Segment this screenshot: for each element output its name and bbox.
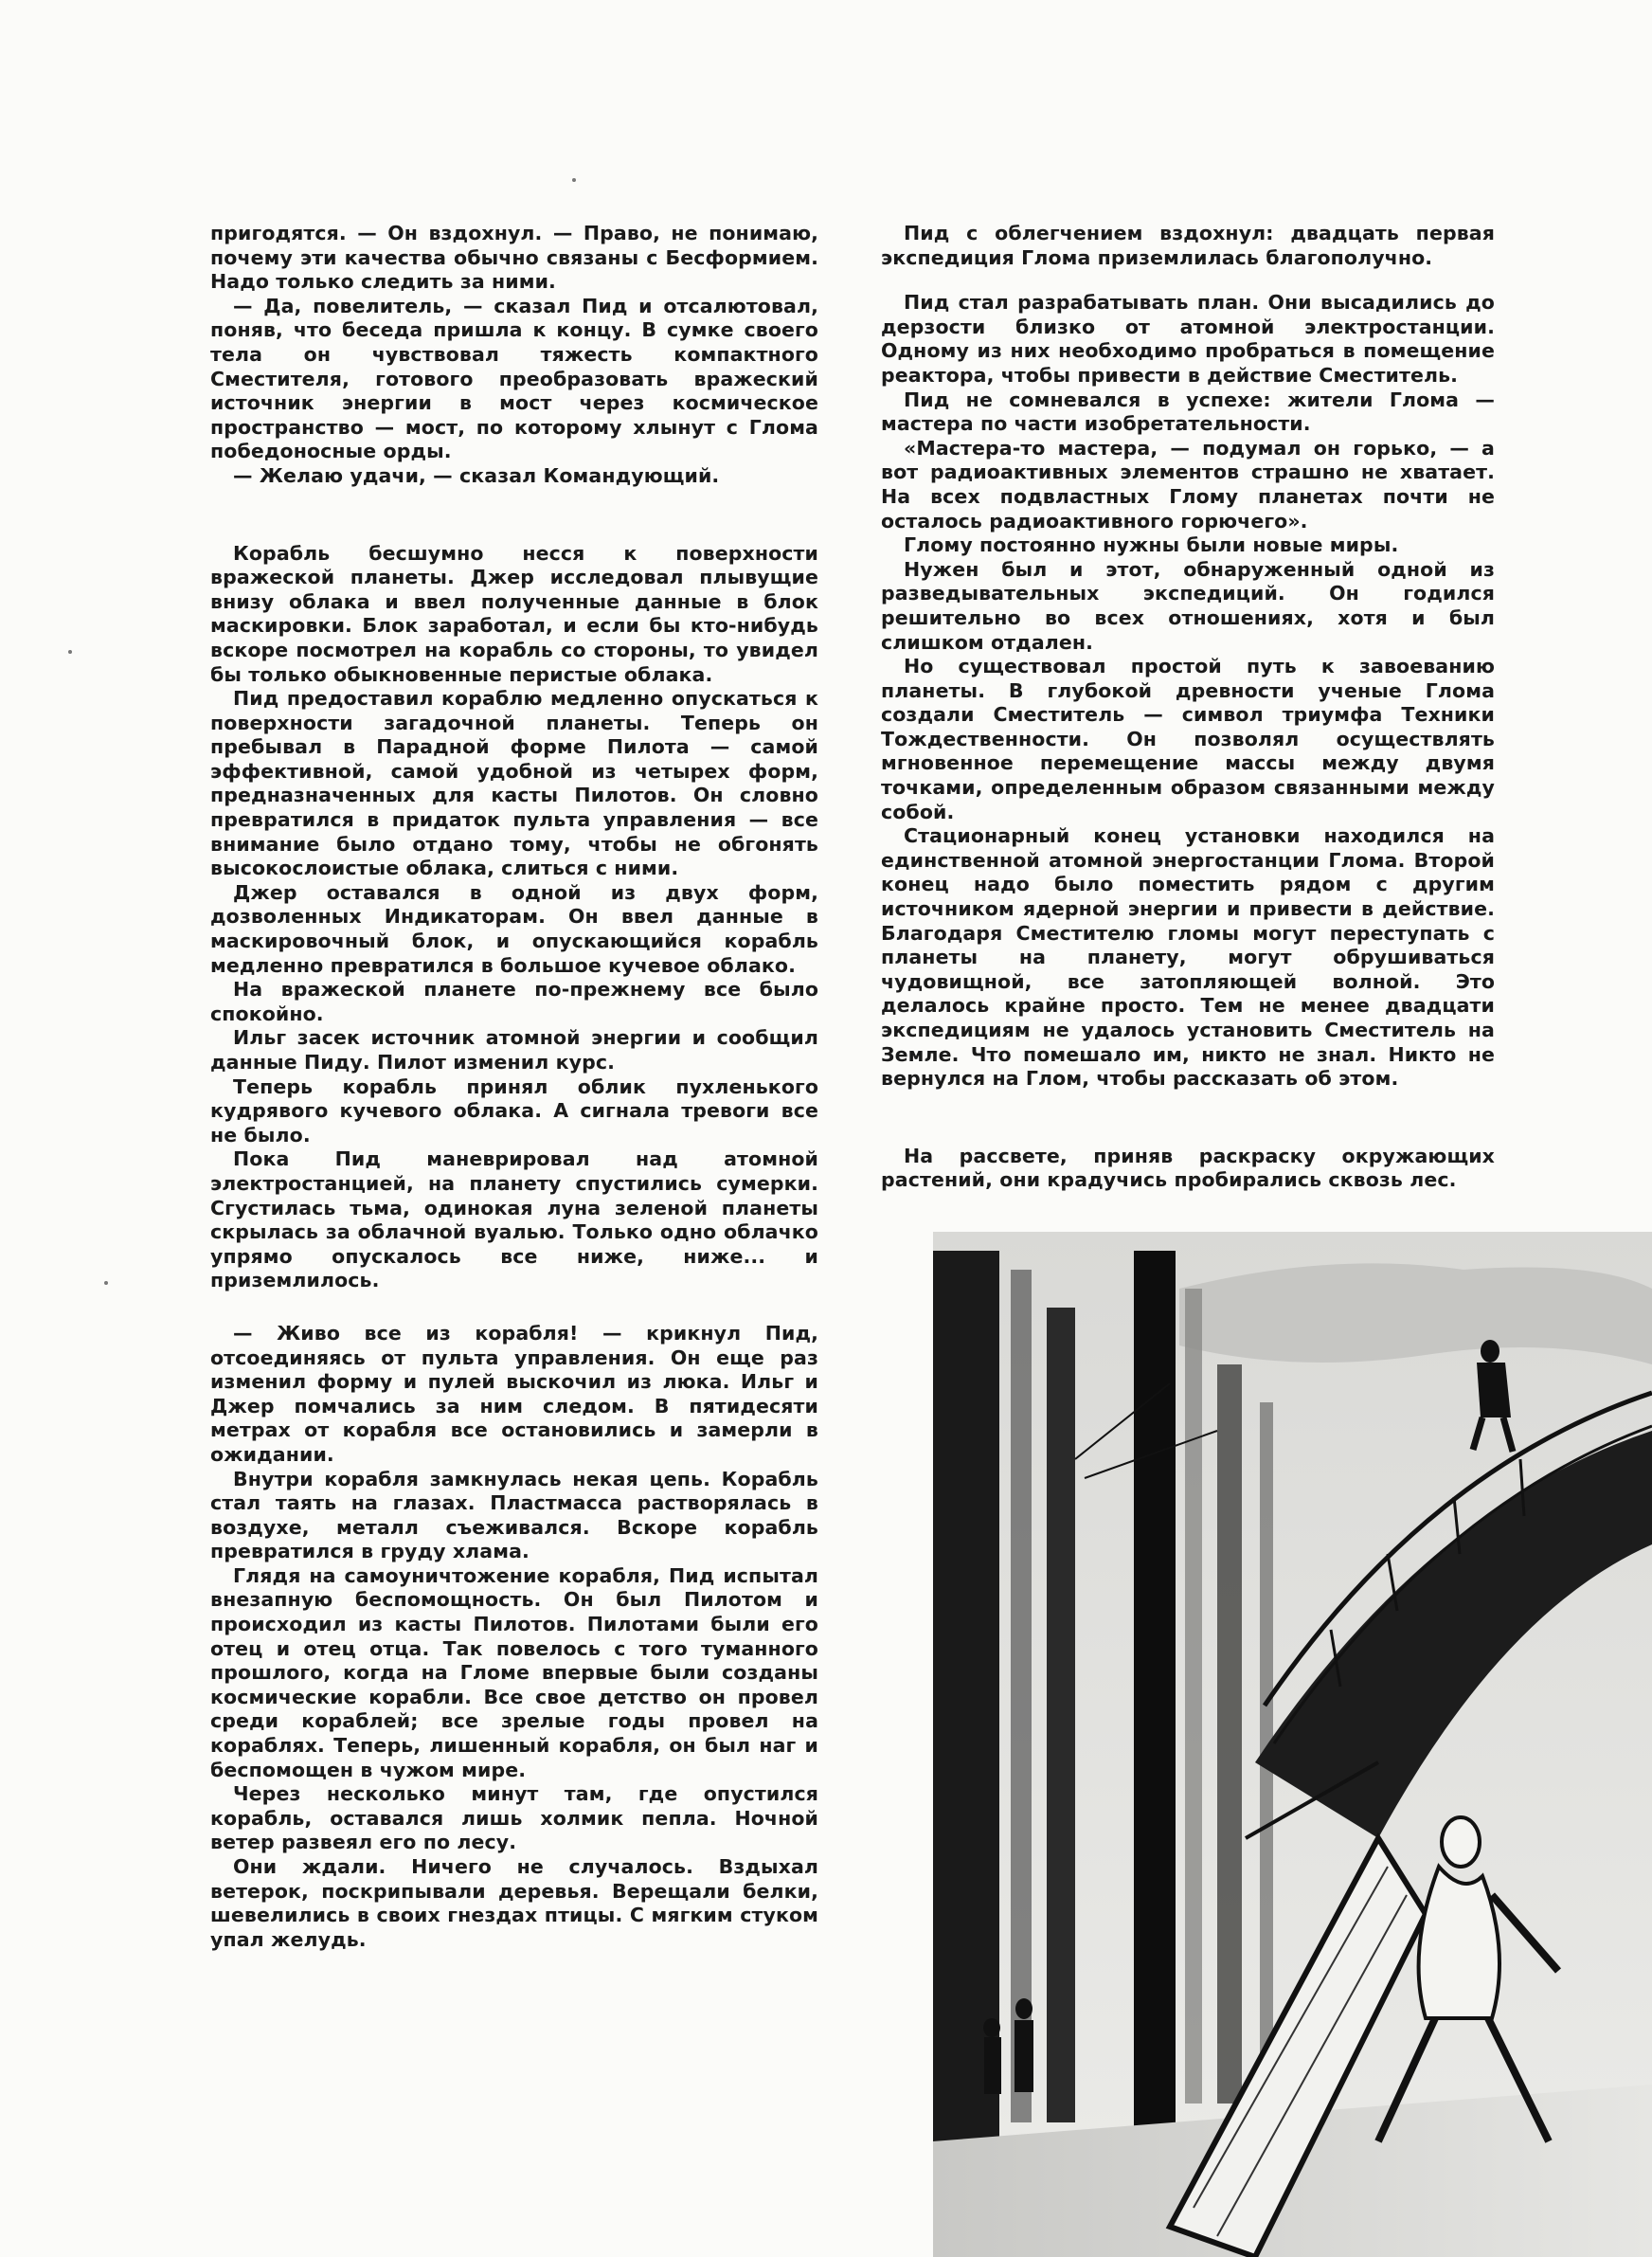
pillar: [1047, 1308, 1075, 2122]
paragraph: Пид стал разрабатывать план. Они высадились до дерзости близко от атомной электростанции. Одному из них необходимо пробраться в помещение реактора, чтобы привести в действие Сместитель.: [881, 291, 1495, 387]
left-column: [210, 222, 818, 1952]
paragraph: — Живо все из корабля! — крикнул Пид, отсоединяясь от пульта управления. Он еще раз изменил форму и пулей выскочил из люка. Ильг и Джер помчались за ним следом. В пятидесяти метрах от корабля все остановились и замерли в ожидании.: [210, 1321, 818, 1466]
paragraph: Пид предоставил кораблю медленно опускаться к поверхности загадочной планеты. Теперь он пребывал в Парадной форме Пилота — самой эффективной, самой удобной из четырех форм, предназначенных для касты Пилотов. Он словно превратился в придаток пульта управления — все внимание было отдано тому, чтобы не обгонять высокослоистые облака, слиться с ними.: [210, 687, 818, 880]
illustration: [933, 1232, 1652, 2257]
page-speck: [68, 650, 72, 654]
paragraph: Пид с облегчением вздохнул: двадцать первая экспедиция Глома приземлилась благополучно.: [881, 222, 1495, 269]
paragraph: На вражеской планете по-прежнему все было спокойно.: [210, 978, 818, 1025]
paragraph: Пид не сомневался в успехе: жители Глома — мастера по части изобретательности.: [881, 388, 1495, 436]
paragraph: Стационарный конец установки находился на единственной атомной энергостанции Глома. Второй конец надо было поместить рядом с другим источником ядерной энергии и привести в действие. Благодаря Сместителю гломы могут переступать с планеты на планету, могут обрушиваться чудовищной, все затопляющей волной. Это делалось крайне просто. Тем не менее двадцати экспедициям не удалось установить Сместитель на Земле. Что помешало им, никто не знал. Никто не вернулся на Глом, чтобы рассказать об этом.: [881, 824, 1495, 1091]
right-column: [881, 222, 1495, 1193]
pillar: [933, 1251, 999, 2257]
paragraph: Теперь корабль принял облик пухленького кудрявого кучевого облака. А сигнала тревоги все не было.: [210, 1074, 818, 1147]
paragraph: Внутри корабля замкнулась некая цепь. Корабль стал таять на глазах. Пластмасса растворялась в воздухе, металл съеживался. Вскоре корабль превратился в груду хлама.: [210, 1467, 818, 1563]
paragraph: Нужен был и этот, обнаруженный одной из разведывательных экспедиций. Он годился решительно во всех отношениях, хотя и был слишком отдален.: [881, 557, 1495, 654]
paragraph: — Желаю удачи, — сказал Командующий.: [233, 463, 720, 487]
paragraph: Глядя на самоуничтожение корабля, Пид испытал внезапную беспомощность. Он был Пилотом и происходил из касты Пилотов. Пилотами были его отец и отец отца. Так повелось с того туманного прошлого, когда на Гломе впервые были созданы космические корабли. Все свое детство он провел среди кораблей; все зрелые годы провел на кораблях. Теперь, лишенный корабля, он был наг и беспомощен в чужом мире.: [210, 1563, 818, 1781]
paragraph: Глому постоянно нужны были новые миры.: [904, 533, 1399, 557]
paragraph: — Да, повелитель, — сказал Пид и отсалютовал, поняв, что беседа пришла к концу. В сумке своего тела он чувствовал тяжесть компактного Сместителя, готового преобразовать вражеский источник энергии в мост через космическое пространство — мост, по которому хлынут с Глома победоносные орды.: [210, 294, 818, 463]
page-speck: [572, 178, 576, 182]
paragraph: На рассвете, приняв раскраску окружающих растений, они крадучись пробирались сквозь лес.: [881, 1144, 1495, 1192]
paragraph: «Мастера-то мастера, — подумал он горько, — а вот радиоактивных элементов страшно не хватает. На всех подвластных Глому планетах почти не осталось радиоактивного горючего».: [881, 436, 1495, 533]
paragraph: Корабль бесшумно несся к поверхности вражеской планеты. Джер исследовал плывущие внизу облака и ввел полученные данные в блок маскировки. Блок заработал, и если бы кто-нибудь вскоре посмотрел на корабль со стороны, то увидел бы только обыкновенные перистые облака.: [210, 541, 818, 686]
paragraph: пригодятся. — Он вздохнул. — Право, не понимаю, почему эти качества обычно связаны с Бесформием. Надо только следить за ними.: [210, 222, 818, 294]
paragraph: Пока Пид маневрировал над атомной электростанцией, на планету спустились сумерки. Сгустилась тьма, одинокая луна зеленой планеты скрылась за облачной вуалью. Только одно облачко упрямо опускалось все ниже, ниже... и приземлилось.: [210, 1147, 818, 1292]
paragraph: Но существовал простой путь к завоеванию планеты. В глубокой древности ученые Глома создали Сместитель — символ триумфа Техники Тождественности. Он позволял осуществлять мгновенное перемещение массы между двумя точками, определенным образом связанными между собой.: [881, 655, 1495, 823]
page-speck: [104, 1281, 108, 1285]
paragraph: Ильг засек источник атомной энергии и сообщил данные Пиду. Пилот изменил курс.: [210, 1026, 818, 1074]
paragraph: Через несколько минут там, где опустился корабль, оставался лишь холмик пепла. Ночной ветер развеял его по лесу.: [210, 1782, 818, 1854]
pillar: [1217, 1364, 1242, 2104]
paragraph: Джер оставался в одной из двух форм, дозволенных Индикаторам. Он ввел данные в маскировочный блок, и опускающийся корабль медленно превратился в большое кучевое облако.: [210, 880, 818, 977]
paragraph: Они ждали. Ничего не случалось. Вздыхал ветерок, поскрипывали деревья. Верещали белки, шевелились в своих гнездах птицы. С мягким стуком упал желудь.: [210, 1855, 818, 1951]
